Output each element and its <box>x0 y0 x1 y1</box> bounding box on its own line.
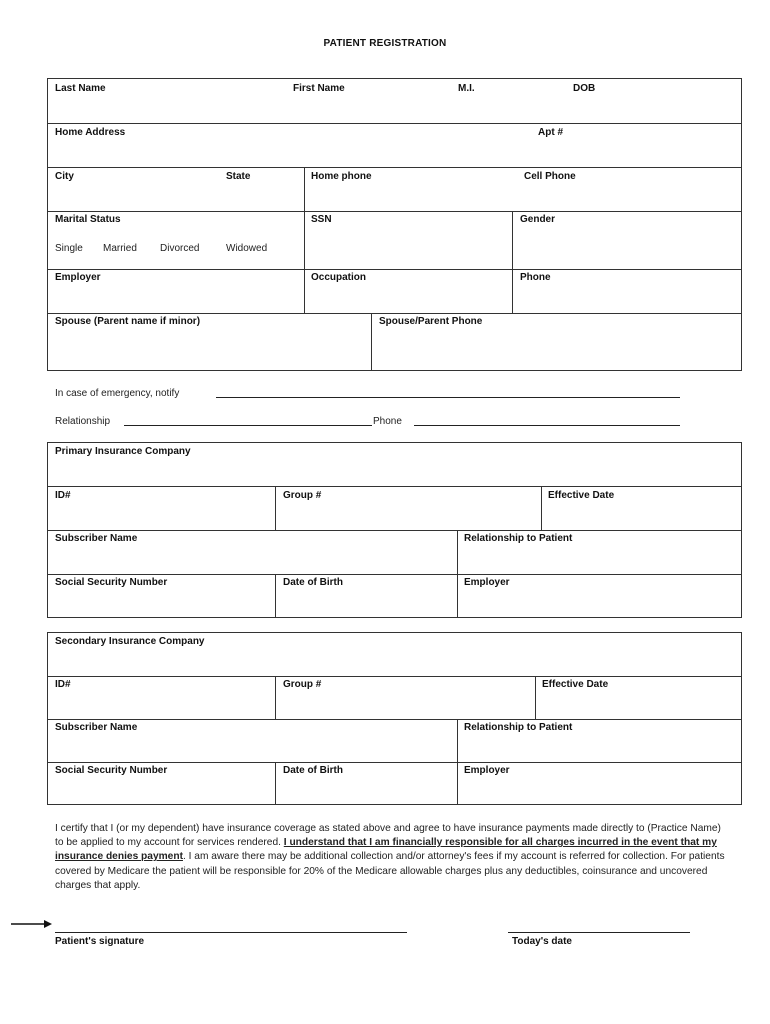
emergency-phone-label: Phone <box>373 416 402 427</box>
primary-relationship-field[interactable]: Relationship to Patient <box>464 533 573 544</box>
primary-id-field[interactable]: ID# <box>55 490 71 501</box>
secondary-relationship-field[interactable]: Relationship to Patient <box>464 722 573 733</box>
secondary-ssn-field[interactable]: Social Security Number <box>55 765 168 776</box>
emergency-notify-label: In case of emergency, notify <box>55 388 180 399</box>
last-name-field[interactable]: Last Name <box>55 83 106 94</box>
arrow-right-icon <box>10 918 52 930</box>
gender-field[interactable]: Gender <box>520 214 556 225</box>
marital-status-label: Marital Status <box>55 214 121 225</box>
emergency-relationship-label: Relationship <box>55 416 111 427</box>
spouse-phone-field[interactable]: Spouse/Parent Phone <box>379 316 483 327</box>
secondary-effective-date-field[interactable]: Effective Date <box>542 679 609 690</box>
secondary-subscriber-field[interactable]: Subscriber Name <box>55 722 138 733</box>
certification-text-2: . I am aware there may be additional collection and/or attorney's fees if my account is referred for collection. For patients covered by Medicare the patient will be responsible for 20% of the Medicare allowable charges plus any deductibles, coinsurance and uncovered charges that apply. <box>55 851 725 891</box>
employer-phone-field[interactable]: Phone <box>520 272 551 283</box>
spouse-name-field[interactable]: Spouse (Parent name if minor) <box>55 316 201 327</box>
certification-text-1: I certify that I (or my dependent) have insurance coverage as stated above and agree to have insurance payments made directly to (Practice Name) to be applied to my account for services rendered. <box>55 823 721 849</box>
marital-option-single[interactable]: Single <box>55 243 83 254</box>
secondary-group-field[interactable]: Group # <box>283 679 322 690</box>
apt-field[interactable]: Apt # <box>538 127 563 138</box>
secondary-company-field[interactable]: Secondary Insurance Company <box>55 636 205 647</box>
certification-emphasis: I understand that I am financially responsible for all charges incurred in the event that my insurance denies payment <box>55 837 717 863</box>
secondary-id-field[interactable]: ID# <box>55 679 71 690</box>
page-title: PATIENT REGISTRATION <box>323 38 447 49</box>
secondary-dob-field[interactable]: Date of Birth <box>283 765 343 776</box>
emergency-phone-line[interactable] <box>414 416 680 426</box>
date-signature-line[interactable] <box>508 932 690 933</box>
home-phone-field[interactable]: Home phone <box>311 171 372 182</box>
certification-paragraph <box>55 822 725 893</box>
first-name-field[interactable]: First Name <box>293 83 345 94</box>
emergency-relationship-line[interactable] <box>124 416 372 426</box>
primary-group-field[interactable]: Group # <box>283 490 322 501</box>
patient-info-section <box>47 78 742 371</box>
secondary-employer-field[interactable]: Employer <box>464 765 510 776</box>
primary-subscriber-field[interactable]: Subscriber Name <box>55 533 138 544</box>
dob-field[interactable]: DOB <box>573 83 596 94</box>
occupation-field[interactable]: Occupation <box>311 272 367 283</box>
patient-signature-line[interactable] <box>55 932 407 933</box>
marital-option-widowed[interactable]: Widowed <box>226 243 268 254</box>
primary-effective-date-field[interactable]: Effective Date <box>548 490 615 501</box>
cell-phone-field[interactable]: Cell Phone <box>524 171 576 182</box>
emergency-notify-line[interactable] <box>216 388 680 398</box>
employer-field[interactable]: Employer <box>55 272 101 283</box>
primary-ssn-field[interactable]: Social Security Number <box>55 577 168 588</box>
primary-employer-field[interactable]: Employer <box>464 577 510 588</box>
ssn-field[interactable]: SSN <box>311 214 332 225</box>
marital-option-married[interactable]: Married <box>103 243 137 254</box>
marital-option-divorced[interactable]: Divorced <box>160 243 200 254</box>
primary-dob-field[interactable]: Date of Birth <box>283 577 343 588</box>
home-address-field[interactable]: Home Address <box>55 127 126 138</box>
state-field[interactable]: State <box>226 171 251 182</box>
primary-company-field[interactable]: Primary Insurance Company <box>55 446 191 457</box>
today-date-label: Today's date <box>512 936 572 947</box>
middle-initial-field[interactable]: M.I. <box>458 83 475 94</box>
city-field[interactable]: City <box>55 171 74 182</box>
patient-signature-label: Patient's signature <box>55 936 145 947</box>
